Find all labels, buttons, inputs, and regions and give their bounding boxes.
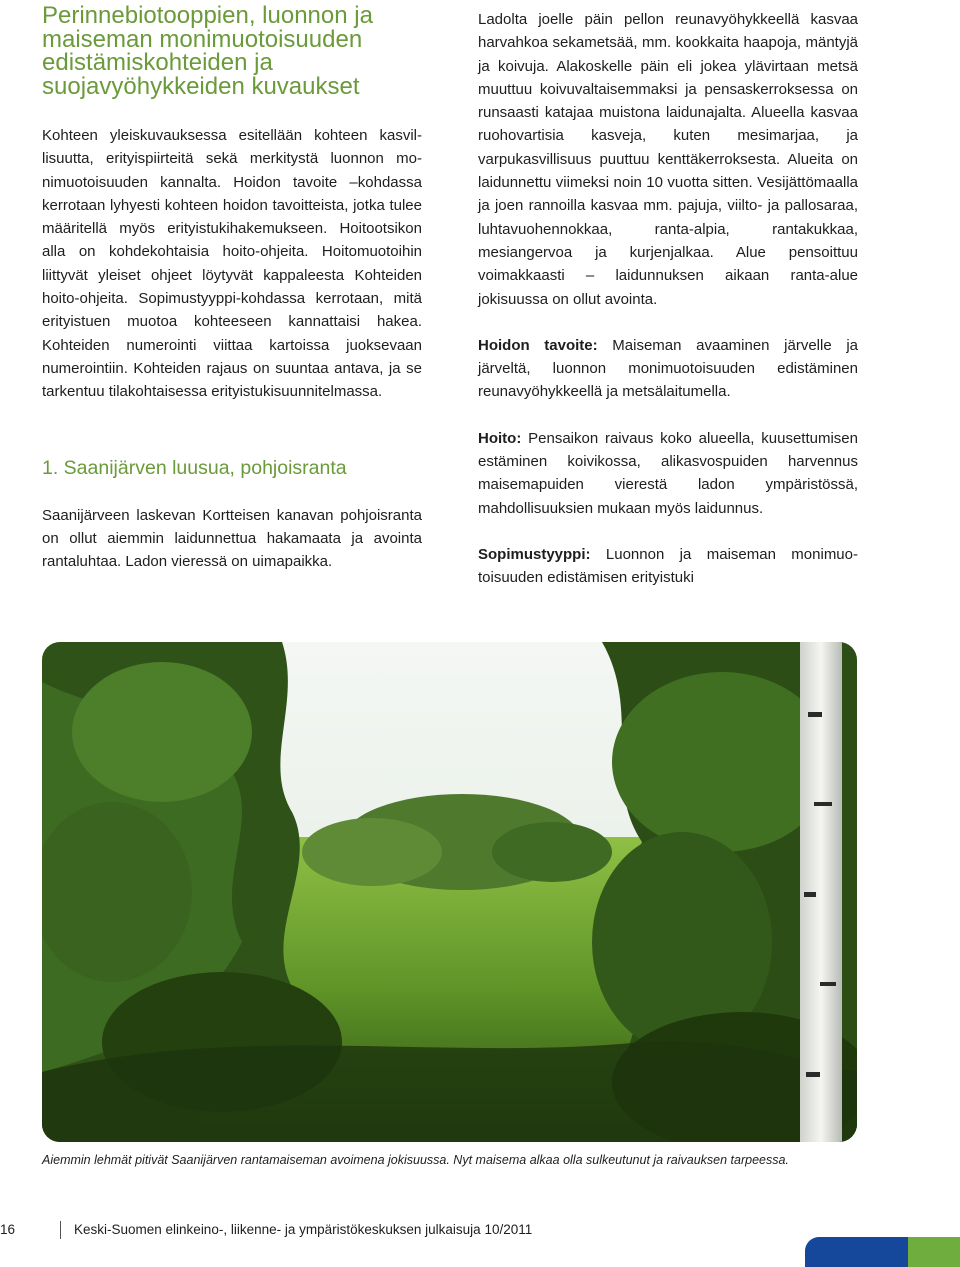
care-label: Hoito:: [478, 429, 522, 447]
page-title: Perinnebiotooppien, luonnon ja maiseman monimuotoisuuden edistämiskohteiden ja suojavyöhykkeiden kuvaukset: [42, 2, 373, 100]
footer-blue-bar: [805, 1237, 915, 1267]
care-paragraph: [478, 427, 858, 520]
page-footer: [0, 1218, 700, 1242]
contract-text: Luonnon ja maiseman monimuotoisuuden edistämisen erityistuki: [478, 545, 858, 587]
section-heading: 1. Saanijärven luusua, pohjoisranta: [42, 456, 347, 479]
goal-text: Maiseman avaaminen järvelle ja järveltä, luonnon monimuotoisuuden edistäminen reunavyöhykkeellä ja metsälaitumella.: [478, 336, 858, 401]
left-column: [42, 4, 422, 573]
contract-paragraph: [478, 543, 858, 590]
intro-paragraph: Kohteen yleiskuvauksessa esitellään kohteen kasvillisuutta, erityispiirteitä sekä merkitystä luonnon monimuotoisuuden kannalta. Hoidon tavoite –kohdassa kerrotaan lyhyesti kohteen hoidon tavoitteista, jotka tulee määritellä myös erityistukihakemukseen. Hoitootsikon alla on kohdekohtaisia hoito-ohjeita. Hoitomuotoihin liittyvät yleiset ohjeet löytyvät kappaleesta Kohteiden hoito-ohjeita. Sopimustyyppi-kohdassa kerrotaan, mitä erityistuen muotoa kohteeseen kannattaisi hakea. Kohteiden numerointi viittaa kartoissa juoksevaan numerointiin. Kohteiden rajaus on suuntaa antava, ja se tarkentuu tilakohtaisessa erityistukisuunnitelmassa.: [42, 127, 422, 401]
goal-label: Hoidon tavoite:: [478, 336, 598, 354]
footer-separator: [60, 1221, 61, 1239]
landscape-photo: [42, 642, 857, 1142]
description-paragraph: Ladolta joelle päin pellon reunavyöhykkeellä kasvaa harvahkoa sekametsää, mm. kookkaita haapoja, mäntyjä ja koivuja. Alakoskelle päin eli jokea ylävirtaan metsä muuttuu koivuvaltaisemmaksi ja pensaskerroksessa on runsaasti katajaa muistona laidunajalta. Alueella kasvaa ruohovartisia kasveja, kuten mesimarjaa, ja varpukasvillisuus puuttuu kenttäkerroksesta. Alueita on laidunnettu viimeksi noin 10 vuotta sitten. Vesijättömaalla ja joen rannoilla kasvaa mm. pajuja, viilto- ja pallosaraa, luhtavuohennokkaa, ranta-alpia, rantakukkaa, mesiangervoa ja kurjenjalkaa. Alue pensoittuu voimakkaasti – laidunnuksen aikaan ranta-alue jokisuussa on ollut avointa.: [478, 11, 858, 308]
footer-green-bar: [908, 1237, 960, 1267]
publication-series: Keski-Suomen elinkeino-, liikenne- ja ympäristökeskuksen julkaisuja 10/2011: [74, 1222, 533, 1237]
photo-caption: Aiemmin lehmät pitivät Saanijärven rantamaiseman avoimena jokisuussa. Nyt maisema alkaa olla sulkeutunut ja raivauksen tarpeessa.: [42, 1153, 789, 1167]
contract-label: Sopimustyyppi:: [478, 545, 591, 563]
page-number: 16: [0, 1222, 16, 1237]
right-column: [478, 8, 858, 590]
landscape-illustration: [42, 642, 857, 1142]
goal-paragraph: [478, 334, 858, 404]
section-intro-paragraph: Saanijärveen laskevan Kortteisen kanavan pohjoisranta on ollut aiemmin laidunnettua hakamaata ja avointa rantaluhtaa. Ladon vieressä on uimapaikka.: [42, 506, 422, 571]
care-text: Pensaikon raivaus koko alueella, kuusettumisen estäminen koivikossa, alikasvospuiden harvennus maisemapuiden vierestä ladon ympäristössä, mahdollisuuksien mukaan myös laidunnus.: [478, 429, 858, 517]
